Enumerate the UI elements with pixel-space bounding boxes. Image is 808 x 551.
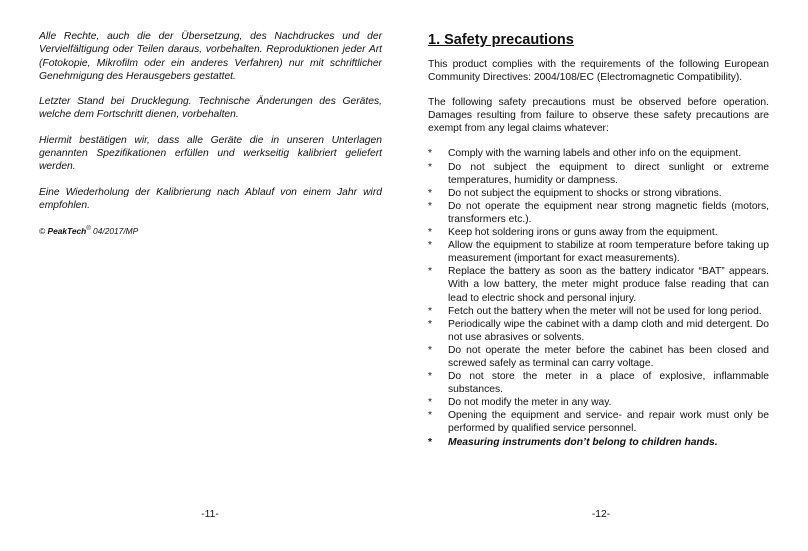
bullet-marker: * — [428, 371, 433, 383]
bullet-marker: * — [428, 227, 433, 239]
list-item: * Do not store the meter in a place of explosive, inflammable substances. — [428, 371, 769, 396]
list-item: * Do not subject the equipment to direct sunlight or extreme temperatures, humidity or dampness. — [428, 161, 769, 186]
revision-paragraph: Letzter Stand bei Drucklegung. Technische Änderungen des Gerätes, welche dem Fortschritt dienen, vorbehalten. — [39, 96, 382, 121]
list-item: * Periodically wipe the cabinet with a damp cloth and mid detergent. Do not use abrasives or solvents. — [428, 318, 769, 343]
list-item: * Do not subject the equipment to shocks or strong vibrations. — [428, 187, 722, 199]
copyright-line — [39, 226, 382, 237]
registered-mark: ® — [86, 226, 91, 233]
bullet-marker: * — [428, 148, 433, 160]
page-number-right: -12- — [591, 509, 611, 520]
bullet-marker: * — [428, 410, 433, 422]
bullet-marker: * — [428, 318, 433, 330]
left-page-content — [39, 30, 382, 237]
bullet-marker: * — [428, 397, 433, 409]
copyright-symbol: © — [39, 226, 46, 237]
list-item: * Allow the equipment to stabilize at room temperature before taking up measurement (important for exact measurements). — [428, 240, 769, 265]
bullet-marker: * — [428, 305, 433, 317]
list-item: * Fetch out the battery when the meter will not be used for long period. — [428, 305, 762, 317]
precautions-intro-paragraph: The following safety precautions must be observed before operation. Damages resulting from failure to observe these safety precautions are exempt from any legal claims whatever: — [428, 97, 769, 135]
list-item: * Do not operate the meter before the cabinet has been closed and screwed safely as terminal can carry voltage. — [428, 344, 769, 369]
list-item: * Do not modify the meter in any way. — [428, 397, 612, 409]
compliance-paragraph: This product complies with the requirements of the following European Community Directives: 2004/108/EC (Electromagnetic Compatibility). — [428, 59, 769, 84]
bullet-marker: * — [428, 266, 433, 278]
rights-paragraph: Alle Rechte, auch die der Übersetzung, des Nachdruckes und der Vervielfältigung oder Teilen daraus, vorbehalten. Reproduktionen jeder Art (Fotokopie, Mikrofilm oder ein anderes Verfahren) nur mit schriftlicher Genehmigung des Herausgebers gestattet. — [39, 31, 382, 82]
bullet-marker: * — [428, 344, 433, 356]
page-number-left: -11- — [201, 509, 219, 520]
bullet-marker: * — [428, 187, 433, 199]
list-item: * Opening the equipment and service- and repair work must only be performed by qualified service personnel. — [428, 410, 769, 435]
list-item: * Replace the battery as soon as the battery indicator “BAT” appears. With a low battery, the meter might produce false reading that can lead to electric shock and personal injury. — [428, 266, 769, 304]
precautions-list — [428, 147, 769, 448]
section-heading: 1. Safety precautions — [428, 32, 574, 48]
bullet-marker: * — [428, 161, 433, 173]
bullet-marker: * — [428, 200, 433, 212]
right-page-content — [428, 31, 769, 449]
date-code: 04/2017/MP — [93, 226, 139, 237]
recalibration-paragraph: Eine Wiederholung der Kalibrierung nach Ablauf von einem Jahr wird empfohlen. — [39, 186, 382, 211]
calibration-paragraph: Hiermit bestätigen wir, dass alle Geräte die in unseren Unterlagen genannten Spezifikationen erfüllen und werkseitig kalibriert geliefert werden. — [39, 134, 382, 173]
bullet-marker: * — [428, 436, 433, 448]
right-page — [404, 0, 808, 551]
brand-name: PeakTech — [47, 226, 87, 237]
list-item-emphasized: * Measuring instruments don’t belong to children hands. — [428, 436, 718, 448]
bullet-marker: * — [428, 240, 433, 252]
list-item: * Keep hot soldering irons or guns away from the equipment. — [428, 227, 718, 239]
list-item: * Do not operate the equipment near strong magnetic fields (motors, transformers etc.). — [428, 200, 769, 225]
list-item: * Comply with the warning labels and other info on the equipment. — [428, 148, 742, 160]
